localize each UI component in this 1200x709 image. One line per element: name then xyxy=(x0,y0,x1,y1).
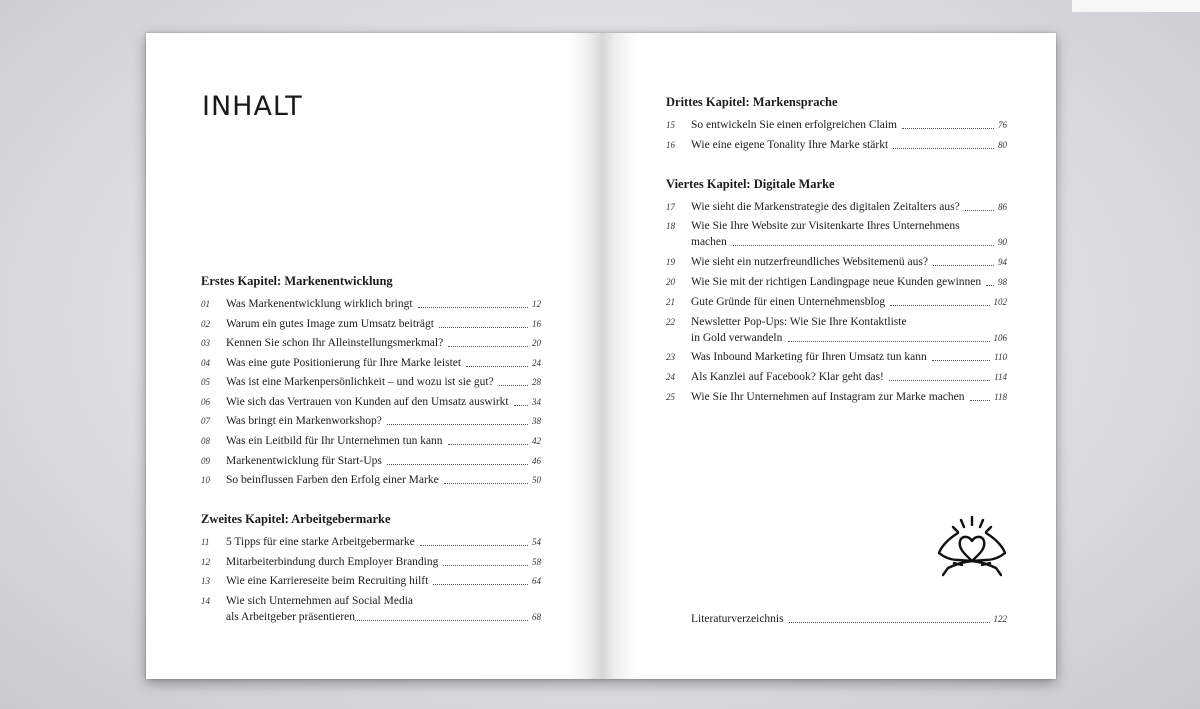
leader-dots xyxy=(443,565,528,566)
leader-dots xyxy=(970,400,991,401)
entry-second-line: als Arbeitgeber präsentieren 68 xyxy=(226,611,541,623)
leader-dots xyxy=(499,385,528,386)
toc-entry-03[interactable]: 03 Kennen Sie schon Ihr Alleinstellungsmerkmal? 20 xyxy=(201,337,541,349)
chapter-title-2: Zweites Kapitel: Arbeitgebermarke xyxy=(201,512,391,526)
heart-hands-icon xyxy=(936,515,1008,581)
leader-dots xyxy=(965,210,994,211)
leader-dots xyxy=(466,366,528,367)
toc-entry-16[interactable]: 16 Wie eine eigene Tonality Ihre Marke stärkt 80 xyxy=(666,139,1007,151)
toc-entry-17[interactable]: 17 Wie sieht die Markenstrategie des digitalen Zeitalters aus? 86 xyxy=(666,201,1007,213)
leader-dots xyxy=(932,360,990,361)
leader-dots xyxy=(789,622,990,623)
toc-entry-24[interactable]: 24 Als Kanzlei auf Facebook? Klar geht das! 114 xyxy=(666,371,1007,383)
toc-entry-15[interactable]: 15 So entwickeln Sie einen erfolgreichen Claim 76 xyxy=(666,119,1007,131)
toc-entry-23[interactable]: 23 Was Inbound Marketing für Ihren Umsatz tun kann 110 xyxy=(666,351,1007,363)
toc-entry-05[interactable]: 05 Was ist eine Markenpersönlichkeit – und wozu ist sie gut? 28 xyxy=(201,376,541,388)
toc-entry-10[interactable]: 10 So beinflussen Farben den Erfolg einer Marke 50 xyxy=(201,474,541,486)
toc-entry-08[interactable]: 08 Was ein Leitbild für Ihr Unternehmen tun kann 42 xyxy=(201,435,541,447)
chapter-title-4: Viertes Kapitel: Digitale Marke xyxy=(666,177,835,191)
open-book xyxy=(146,33,1056,679)
toc-entry-11[interactable]: 11 5 Tipps für eine starke Arbeitgebermarke 54 xyxy=(201,536,541,548)
leader-dots xyxy=(439,327,528,328)
toc-title: INHALT xyxy=(202,91,303,122)
toc-entry-22[interactable]: 22 Newsletter Pop-Ups: Wie Sie Ihre Kontaktliste in Gold verwandeln 106 xyxy=(666,316,1007,344)
toc-entry-01[interactable]: 01 Was Markenentwicklung wirklich bringt 12 xyxy=(201,298,541,310)
toc-entry-04[interactable]: 04 Was eine gute Positionierung für Ihre Marke leistet 24 xyxy=(201,357,541,369)
toc-entry-12[interactable]: 12 Mitarbeiterbindung durch Employer Branding 58 xyxy=(201,556,541,568)
toc-entry-06[interactable]: 06 Wie sich das Vertrauen von Kunden auf den Umsatz auswirkt 34 xyxy=(201,396,541,408)
leader-dots xyxy=(444,483,528,484)
toc-entry-20[interactable]: 20 Wie Sie mit der richtigen Landingpage neue Kunden gewinnen 98 xyxy=(666,276,1007,288)
toc-entry-07[interactable]: 07 Was bringt ein Markenworkshop? 38 xyxy=(201,415,541,427)
toc-entry-21[interactable]: 21 Gute Gründe für einen Unternehmensblog 102 xyxy=(666,296,1007,308)
leader-dots xyxy=(889,380,990,381)
leader-dots xyxy=(986,285,994,286)
leader-dots xyxy=(890,305,989,306)
leader-dots xyxy=(514,405,528,406)
toc-entry-13[interactable]: 13 Wie eine Karriereseite beim Recruiting hilft 64 xyxy=(201,575,541,587)
leader-dots xyxy=(788,341,989,342)
entry-second-line: machen 90 xyxy=(691,236,1007,248)
chapter-title-3: Drittes Kapitel: Markensprache xyxy=(666,95,838,109)
leader-dots xyxy=(733,245,994,246)
leader-dots xyxy=(448,444,528,445)
toc-entry-19[interactable]: 19 Wie sieht ein nutzerfreundliches Websitemenü aus? 94 xyxy=(666,256,1007,268)
leader-dots xyxy=(933,265,994,266)
toc-bibliography[interactable]: Literaturverzeichnis 122 xyxy=(691,613,1007,625)
leader-dots xyxy=(433,584,528,585)
leader-dots xyxy=(902,128,994,129)
leader-dots xyxy=(893,148,994,149)
toc-entry-14[interactable]: 14 Wie sich Unternehmen auf Social Media als Arbeitgeber präsentieren 68 xyxy=(201,595,541,623)
toc-entry-25[interactable]: 25 Wie Sie Ihr Unternehmen auf Instagram zur Marke machen 118 xyxy=(666,391,1007,403)
leader-dots xyxy=(418,307,528,308)
leader-dots xyxy=(420,545,528,546)
toc-entry-18[interactable]: 18 Wie Sie Ihre Website zur Visitenkarte Ihres Unternehmens machen 90 xyxy=(666,220,1007,248)
background-strip xyxy=(1072,0,1200,12)
toc-entry-02[interactable]: 02 Warum ein gutes Image zum Umsatz beiträgt 16 xyxy=(201,318,541,330)
leader-dots xyxy=(387,464,528,465)
toc-entry-09[interactable]: 09 Markenentwicklung für Start-Ups 46 xyxy=(201,455,541,467)
leader-dots xyxy=(355,620,528,621)
leader-dots xyxy=(387,424,528,425)
entry-second-line: in Gold verwandeln 106 xyxy=(691,332,1007,344)
chapter-title-1: Erstes Kapitel: Markenentwicklung xyxy=(201,274,393,288)
leader-dots xyxy=(448,346,528,347)
